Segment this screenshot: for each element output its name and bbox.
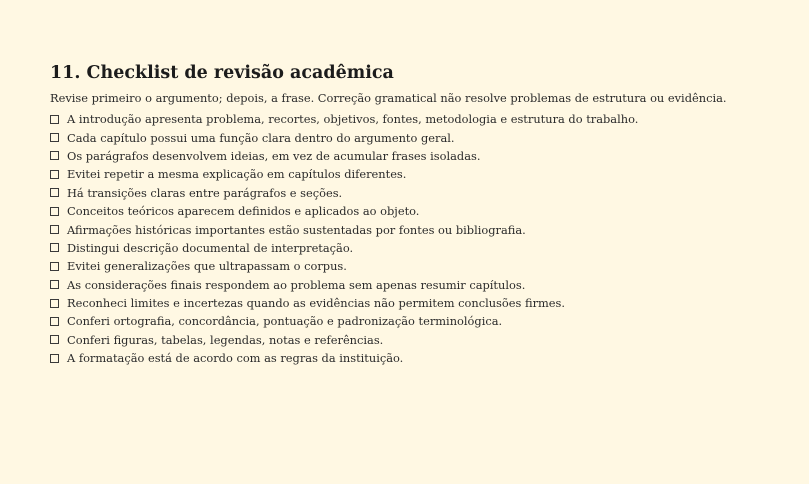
page-title: 11. Checklist de revisão acadêmica (50, 63, 394, 83)
checkbox-icon[interactable] (50, 170, 59, 179)
checklist-item-label: Os parágrafos desenvolvem ideias, em vez de acumular frases isoladas. (67, 148, 481, 163)
checklist-item-label: Conferi figuras, tabelas, legendas, notas e referências. (67, 332, 384, 347)
checklist-item (50, 312, 769, 330)
checklist-item-label: Evitei generalizações que ultrapassam o corpus. (67, 259, 347, 274)
checklist-item (50, 276, 769, 294)
checkbox-icon[interactable] (50, 115, 59, 124)
checkbox-icon[interactable] (50, 151, 59, 160)
checkbox-icon[interactable] (50, 299, 59, 308)
checklist-item-label: Conferi ortografia, concordância, pontuação e padronização terminológica. (67, 314, 503, 329)
checklist-item (50, 202, 769, 220)
checklist-item (50, 147, 769, 165)
checklist-item-label: Há transições claras entre parágrafos e seções. (67, 185, 343, 200)
checklist-item-label: Afirmações históricas importantes estão sustentadas por fontes ou bibliografia. (67, 222, 526, 237)
checklist-item (50, 349, 769, 367)
intro-paragraph: Revise primeiro o argumento; depois, a frase. Correção gramatical não resolve problemas de estrutura ou evidência. (50, 91, 727, 105)
checklist-item (50, 110, 769, 128)
checkbox-icon[interactable] (50, 133, 59, 142)
checklist-item (50, 331, 769, 349)
checkbox-icon[interactable] (50, 335, 59, 344)
checklist-item-label: Distingui descrição documental de interpretação. (67, 240, 354, 255)
checklist-item-label: As considerações finais respondem ao problema sem apenas resumir capítulos. (67, 277, 526, 292)
checkbox-icon[interactable] (50, 317, 59, 326)
checkbox-icon[interactable] (50, 225, 59, 234)
checklist-item-label: Evitei repetir a mesma explicação em capítulos diferentes. (67, 167, 407, 182)
checklist-item-label: Reconheci limites e incertezas quando as evidências não permitem conclusões firmes. (67, 296, 566, 311)
checkbox-icon[interactable] (50, 354, 59, 363)
checkbox-icon[interactable] (50, 243, 59, 252)
checklist-item (50, 184, 769, 202)
checklist-item-label: Cada capítulo possui uma função clara dentro do argumento geral. (67, 130, 455, 145)
checklist-item (50, 165, 769, 183)
checklist-item (50, 220, 769, 238)
checklist-item (50, 239, 769, 257)
checklist-item-label: Conceitos teóricos aparecem definidos e aplicados ao objeto. (67, 204, 420, 219)
checklist-item (50, 294, 769, 312)
checkbox-icon[interactable] (50, 188, 59, 197)
checkbox-icon[interactable] (50, 280, 59, 289)
checklist-item-label: A formatação está de acordo com as regras da instituição. (67, 351, 404, 366)
checklist-item (50, 257, 769, 275)
checklist-item-label: A introdução apresenta problema, recortes, objetivos, fontes, metodologia e estrutura do trabalho. (67, 112, 639, 127)
checkbox-icon[interactable] (50, 207, 59, 216)
checklist-item (50, 128, 769, 146)
checklist (50, 110, 769, 367)
checkbox-icon[interactable] (50, 262, 59, 271)
